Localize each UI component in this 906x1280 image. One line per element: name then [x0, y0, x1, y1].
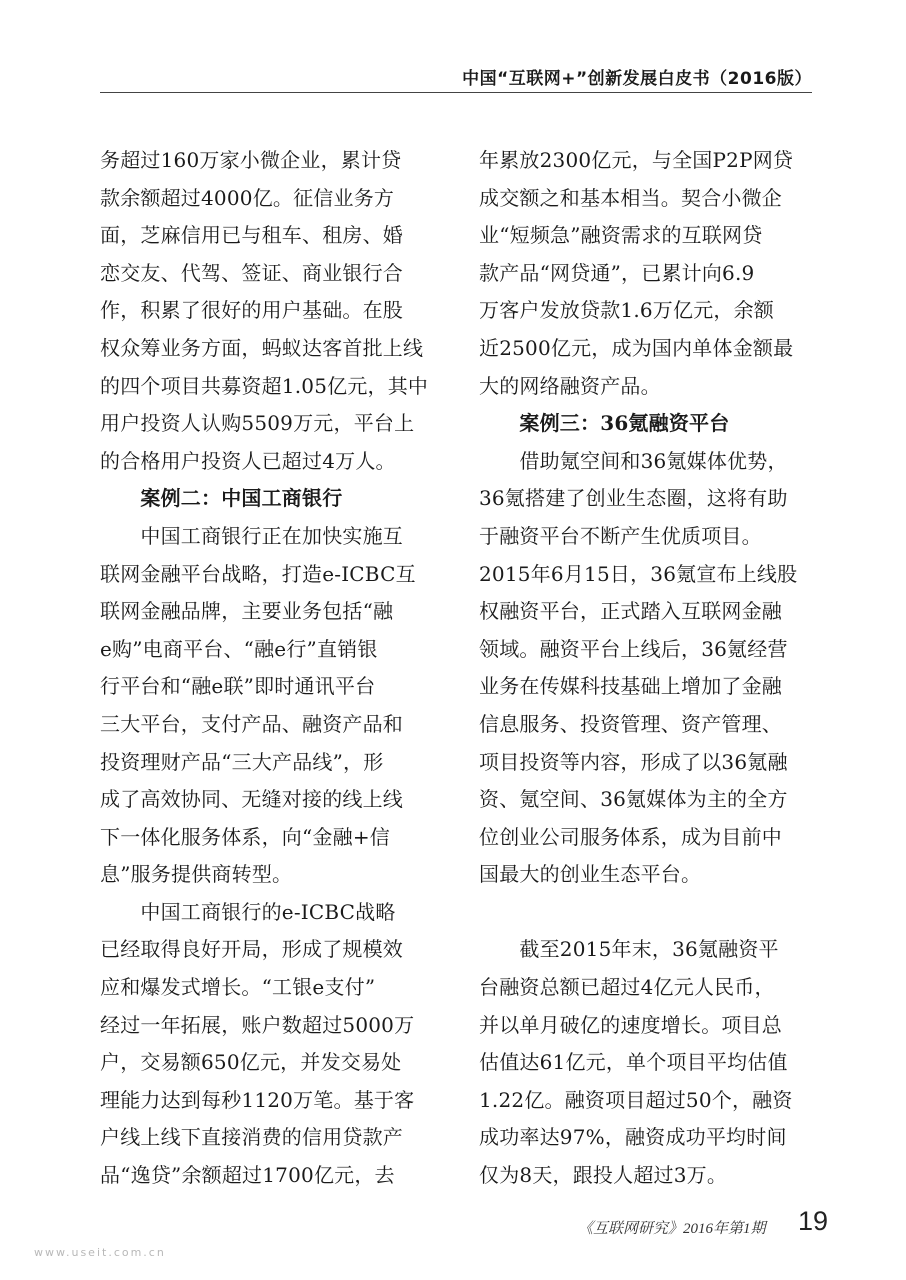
text-line: 联网金融平台战略，打造e-ICBC互 [100, 561, 416, 586]
text-line: 款余额超过4000亿。征信业务方 [100, 185, 395, 210]
text-line: 用户投资人认购5509万元，平台上 [100, 411, 415, 436]
text-line: 权融资平台，正式踏入互联网金融 [479, 599, 782, 624]
text-line: 恋交友、代驾、签证、商业银行合 [100, 260, 403, 285]
text-line: 下一体化服务体系，向“金融+信 [100, 824, 390, 849]
text-line: 领域。融资平台上线后，36氪经营 [479, 636, 788, 661]
text-line: 息”服务提供商转型。 [100, 862, 293, 887]
header-divider [100, 92, 812, 93]
text-line: 于融资平台不断产生优质项目。 [479, 523, 762, 548]
text-line: e购”电商平台、“融e行”直销银 [100, 636, 378, 661]
text-line: 已经取得良好开局，形成了规模效 [100, 937, 403, 962]
text-line: 借助氪空间和36氪媒体优势， [479, 448, 788, 473]
text-line: 三大平台，支付产品、融资产品和 [100, 711, 403, 736]
paragraph-gap [479, 894, 815, 932]
text-line: 户，交易额650亿元，并发交易处 [100, 1050, 402, 1075]
text-line: 近2500亿元，成为国内单体金额最 [479, 335, 794, 360]
text-line: 款产品“网贷通”，已累计向6.9 [479, 260, 755, 285]
section-heading-case-two: 案例二：中国工商银行 [100, 486, 343, 511]
right-column [479, 142, 815, 1195]
journal-name: 《互联网研究》2016年第1期 [578, 1221, 766, 1237]
text-line: 的合格用户投资人已超过4万人。 [100, 448, 396, 473]
text-line: 应和爆发式增长。“工银e支付” [100, 975, 376, 1000]
text-line: 联网金融品牌，主要业务包括“融 [100, 599, 394, 624]
section-heading-case-three: 案例三：36氪融资平台 [479, 411, 730, 436]
text-line: 权众筹业务方面，蚂蚁达客首批上线 [100, 335, 424, 360]
text-line: 位创业公司服务体系，成为目前中 [479, 824, 782, 849]
text-line: 理能力达到每秒1120万笔。基于客 [100, 1087, 415, 1112]
header-title: 中国“互联网+”创新发展白皮书（2016版） [462, 69, 812, 89]
text-line: 面，芝麻信用已与租车、租房、婚 [100, 223, 403, 248]
text-line: 经过一年拓展，账户数超过5000万 [100, 1012, 415, 1037]
left-column [100, 142, 436, 1195]
text-line: 资、氪空间、36氪媒体为主的全方 [479, 787, 788, 812]
text-line: 2015年6月15日，36氪宣布上线股 [479, 561, 798, 586]
text-line: 截至2015年末，36氪融资平 [479, 937, 779, 962]
text-line: 户线上线下直接消费的信用贷款产 [100, 1125, 403, 1150]
text-line: 投资理财产品“三大产品线”，形 [100, 749, 384, 774]
text-line: 信息服务、投资管理、资产管理、 [479, 711, 782, 736]
text-line: 估值达61亿元，单个项目平均估值 [479, 1050, 788, 1075]
watermark: www.useit.com.cn [34, 1246, 166, 1259]
text-line: 作，积累了很好的用户基础。在股 [100, 298, 403, 323]
text-line: 的四个项目共募资超1.05亿元，其中 [100, 373, 429, 398]
text-line: 业“短频急”融资需求的互联网贷 [479, 223, 763, 248]
text-line: 务超过160万家小微企业，累计贷 [100, 148, 402, 172]
text-line: 台融资总额已超过4亿元人民币， [479, 975, 775, 1000]
text-line: 成了高效协同、无缝对接的线上线 [100, 787, 403, 812]
text-line: 36氪搭建了创业生态圈，这将有助 [479, 486, 788, 511]
text-line: 国最大的创业生态平台。 [479, 862, 702, 887]
text-line: 项目投资等内容，形成了以36氪融 [479, 749, 788, 774]
text-line: 行平台和“融e联”即时通讯平台 [100, 674, 376, 699]
text-line: 万客户发放贷款1.6万亿元，余额 [479, 298, 775, 323]
text-line: 中国工商银行正在加快实施互 [100, 523, 403, 548]
text-line: 1.22亿。融资项目超过50个，融资 [479, 1087, 793, 1112]
text-line: 业务在传媒科技基础上增加了金融 [479, 674, 782, 699]
text-line: 年累放2300亿元，与全国P2P网贷 [479, 148, 794, 172]
text-line: 品“逸贷”余额超过1700亿元，去 [100, 1163, 395, 1188]
text-line: 大的网络融资产品。 [479, 373, 661, 398]
text-line: 并以单月破亿的速度增长。项目总 [479, 1012, 782, 1037]
page-number: 19 [798, 1206, 829, 1236]
text-line: 中国工商银行的e-ICBC战略 [100, 899, 396, 924]
text-line: 仅为8天，跟投人超过3万。 [479, 1163, 728, 1188]
text-line: 成交额之和基本相当。契合小微企 [479, 185, 782, 210]
text-line: 成功率达97%，融资成功平均时间 [479, 1125, 787, 1150]
